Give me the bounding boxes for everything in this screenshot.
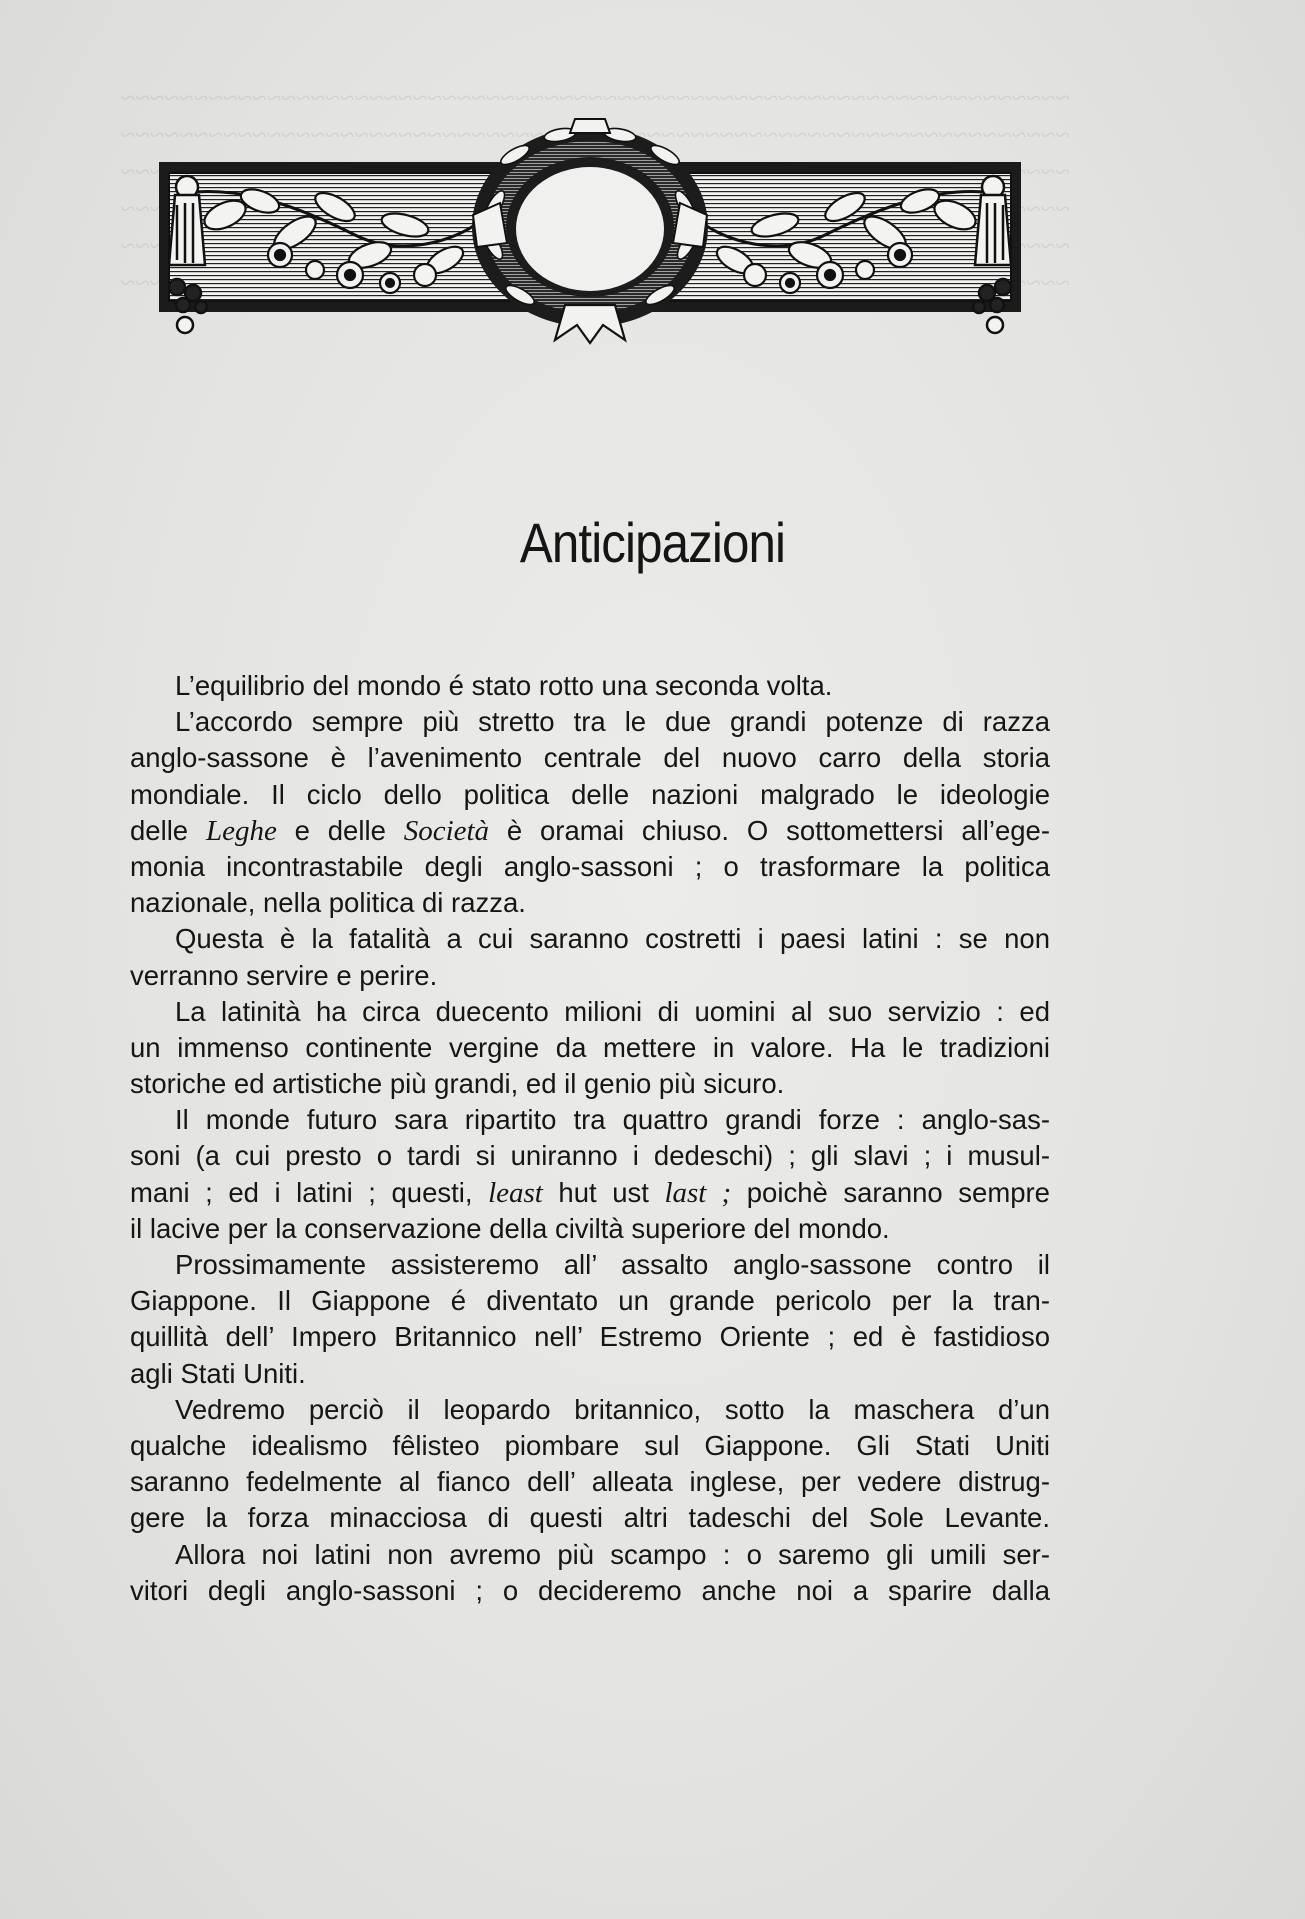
italic-text: Leghe bbox=[205, 814, 277, 847]
text-line: nazionale, nella politica di razza. bbox=[130, 887, 526, 919]
text-line: storiche ed artistiche più grandi, ed il genio più sicuro. bbox=[130, 1068, 785, 1100]
text-line: vitori degli anglo-sassoni ; o decideremo anche noi a sparire dalla bbox=[130, 1574, 1050, 1606]
text-line: monia incontrastabile degli anglo-sassoni ; o trasformare la politica bbox=[130, 850, 1050, 882]
text-line: il lacive per la conservazione della civiltà superiore del mondo. bbox=[130, 1212, 890, 1244]
text-fragment: e delle bbox=[276, 814, 404, 846]
text-line: un immenso continente vergine da mettere in valore. Ha le tradizioni bbox=[130, 1031, 1050, 1063]
text-fragment: poichè saranno sempre bbox=[731, 1176, 1050, 1208]
show-through-texture: ~~~~~~~~~~~~~~~~~~~~~~~~~~~~~~~~~~~~~~~~~~~~~~~~~~~~~~~~~~~~~~~~~ bbox=[120, 83, 1070, 113]
laurel-wreath-garland-ornament bbox=[155, 115, 1025, 345]
text-line: Il monde futuro sara ripartito tra quattro grandi forze : anglo-sas- bbox=[175, 1104, 1050, 1136]
text-line: saranno fedelmente al fianco dell’ alleata inglese, per vedere distrug- bbox=[130, 1466, 1050, 1498]
italic-text: Società bbox=[403, 814, 490, 847]
text-line: Allora noi latini non avremo più scampo : o saremo gli umili ser- bbox=[175, 1538, 1050, 1570]
text-fragment: è oramai chiuso. O sottomettersi all’ege- bbox=[489, 814, 1050, 846]
text-line: quillità dell’ Impero Britannico nell’ Estremo Oriente ; ed è fastidioso bbox=[130, 1321, 1050, 1353]
text-line: Giappone. Il Giappone é diventato un grande pericolo per la tran- bbox=[130, 1285, 1050, 1317]
text-line bbox=[130, 813, 1050, 849]
text-line: L’accordo sempre più stretto tra le due grandi potenze di razza bbox=[175, 706, 1050, 738]
text-line: mondiale. Il ciclo dello politica delle nazioni malgrado le ideologie bbox=[130, 778, 1050, 810]
text-line: Prossimamente assisteremo all’ assalto anglo-sassone contro il bbox=[175, 1249, 1050, 1280]
text-line: verranno servire e perire. bbox=[130, 959, 438, 991]
text-line: anglo-sassone è l’avenimento centrale del nuovo carro della storia bbox=[130, 742, 1050, 774]
page-title: Anticipazioni bbox=[519, 511, 786, 574]
text-line: L’equilibrio del mondo é stato rotto una seconda volta. bbox=[175, 670, 833, 701]
text-line bbox=[130, 1175, 1050, 1211]
text-line: Questa è la fatalità a cui saranno costretti i paesi latini : se non bbox=[175, 923, 1050, 955]
body-text bbox=[130, 668, 1050, 1609]
text-line: Vedremo perciò il leopardo britannico, sotto la maschera d’un bbox=[175, 1393, 1050, 1425]
text-fragment: hut ust bbox=[542, 1176, 665, 1208]
text-line: qualche idealismo fêlisteo piombare sul Giappone. Gli Stati Uniti bbox=[130, 1429, 1050, 1461]
text-line: gere la forza minacciosa di questi altri tadeschi del Sole Levante. bbox=[130, 1502, 1050, 1534]
italic-text: last ; bbox=[664, 1176, 732, 1209]
text-fragment: delle bbox=[130, 814, 206, 846]
text-line: La latinità ha circa duecento milioni di uomini al suo servizio : ed bbox=[175, 995, 1050, 1027]
italic-text: least bbox=[488, 1176, 543, 1209]
text-line: soni (a cui presto o tardi si uniranno i dedeschi) ; gli slavi ; i musul- bbox=[130, 1140, 1050, 1172]
text-line: agli Stati Uniti. bbox=[130, 1357, 306, 1389]
text-fragment: mani ; ed i latini ; questi, bbox=[130, 1176, 489, 1208]
